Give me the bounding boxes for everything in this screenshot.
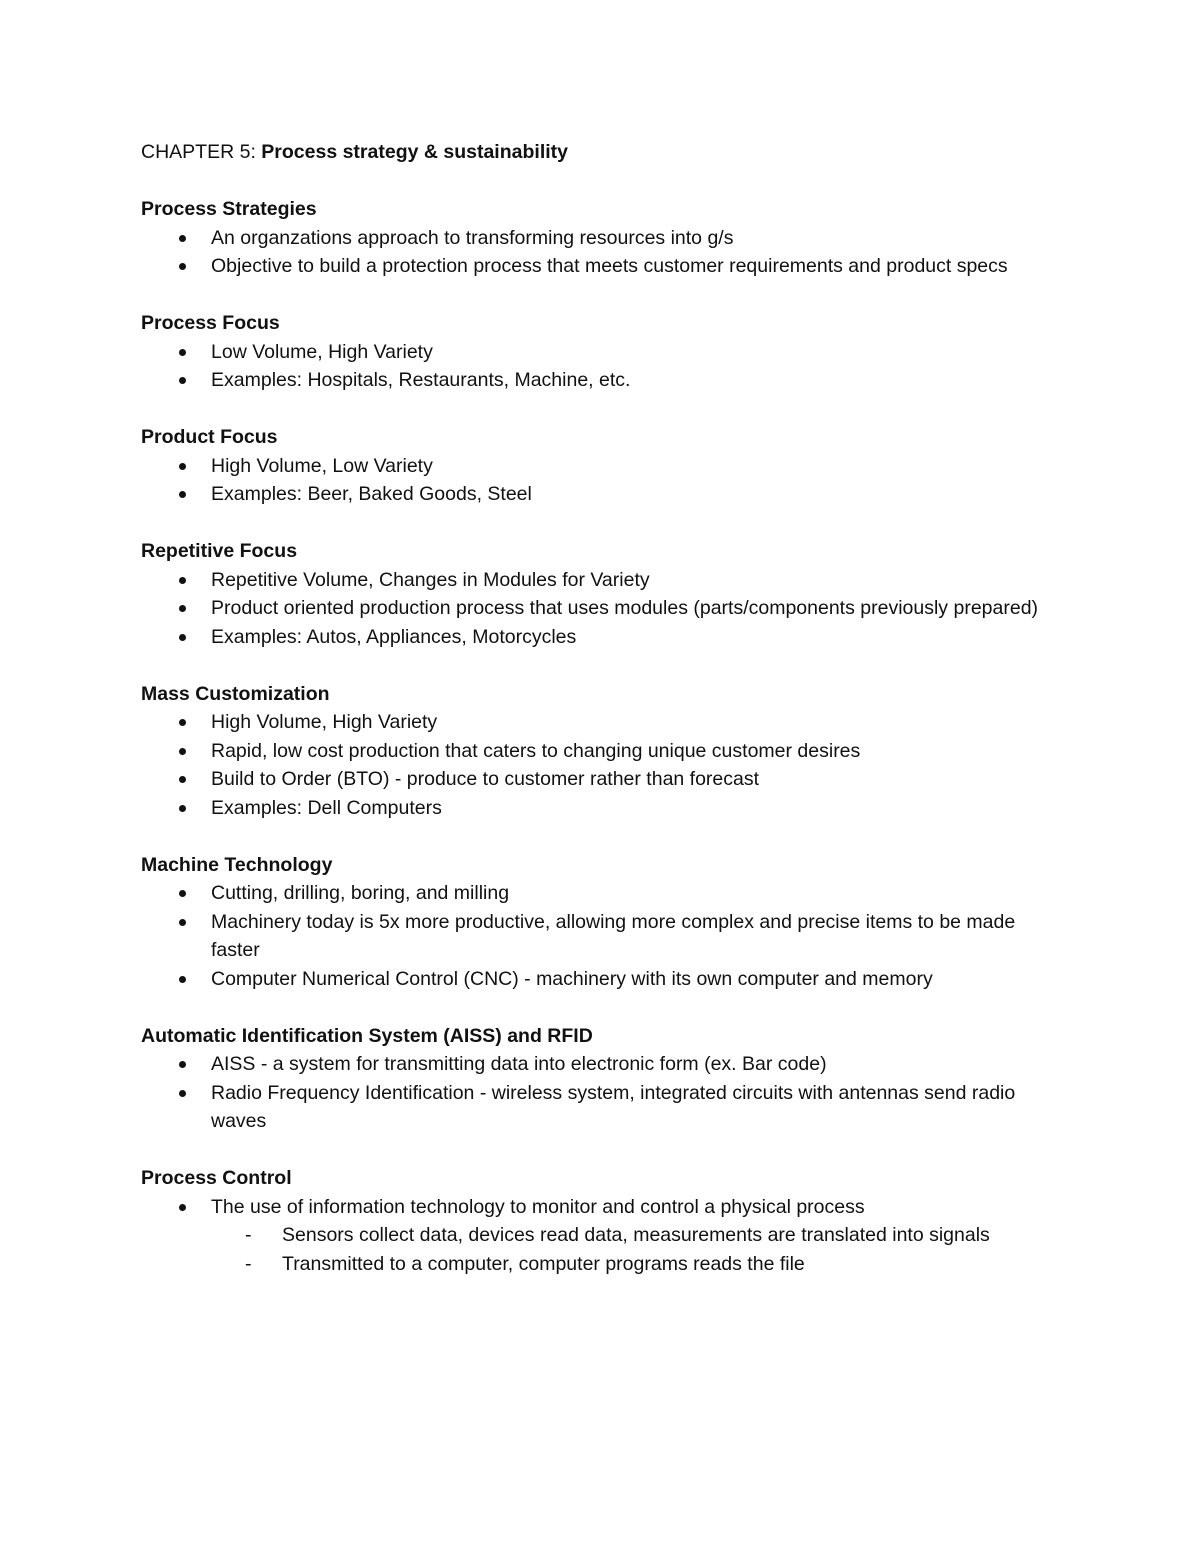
bullet-list xyxy=(141,1193,1061,1279)
bullet-icon xyxy=(179,263,186,270)
list-item-text: Low Volume, High Variety xyxy=(211,340,433,363)
sub-list-item-text: Sensors collect data, devices read data, measurements are translated into signals xyxy=(282,1224,990,1246)
section-heading: Process Control xyxy=(141,1167,292,1189)
list-item xyxy=(141,366,1061,395)
section-heading: Process Strategies xyxy=(141,198,317,220)
bullet-icon xyxy=(179,1204,186,1211)
bullet-icon xyxy=(179,577,186,584)
list-item-text: High Volume, High Variety xyxy=(211,711,438,733)
list-item-text: Machinery today is 5x more productive, allowing more complex and precise items to be made faster xyxy=(211,910,1016,961)
list-item xyxy=(141,737,1061,766)
list-item xyxy=(141,1079,1061,1136)
bullet-list xyxy=(141,1050,1061,1136)
list-item xyxy=(141,708,1061,737)
sub-list xyxy=(211,1221,1061,1278)
bullet-list xyxy=(141,879,1061,993)
section xyxy=(141,195,1061,281)
bullet-icon xyxy=(179,491,186,498)
list-item-text: Objective to build a protection process that meets customer requirements and product specs xyxy=(211,255,1008,277)
list-item-text: Product oriented production process that uses modules (parts/components previously prepared) xyxy=(211,597,1039,619)
list-item-text: Rapid, low cost production that caters to changing unique customer desires xyxy=(211,739,861,762)
section xyxy=(141,309,1061,395)
list-item-text: Examples: Autos, Appliances, Motorcycles xyxy=(211,625,577,648)
bullet-icon xyxy=(179,805,186,812)
list-item-text: The use of information technology to monitor and control a physical process xyxy=(211,1195,865,1218)
chapter-title-subject: Process strategy & sustainability xyxy=(261,141,568,163)
document-page xyxy=(141,138,1061,1278)
sub-list-item xyxy=(211,1250,1061,1279)
bullet-icon xyxy=(179,719,186,726)
list-item-text: Examples: Dell Computers xyxy=(211,796,442,819)
list-item xyxy=(141,908,1061,965)
list-item-text: Build to Order (BTO) - produce to customer rather than forecast xyxy=(211,768,760,790)
list-item xyxy=(141,965,1061,994)
list-item-text: Cutting, drilling, boring, and milling xyxy=(211,882,510,904)
bullet-icon xyxy=(179,976,186,983)
section xyxy=(141,851,1061,994)
dash-marker: - xyxy=(245,1252,252,1275)
bullet-icon xyxy=(179,1061,186,1068)
list-item xyxy=(141,452,1061,481)
list-item xyxy=(141,224,1061,253)
bullet-icon xyxy=(179,377,186,384)
list-item xyxy=(141,879,1061,908)
sub-list-item-text: Transmitted to a computer, computer programs reads the file xyxy=(282,1252,805,1275)
list-item xyxy=(141,794,1061,823)
bullet-icon xyxy=(179,349,186,356)
list-item-text: Computer Numerical Control (CNC) - machinery with its own computer and memory xyxy=(211,967,933,990)
list-item xyxy=(141,623,1061,652)
list-item xyxy=(141,566,1061,595)
bullet-list xyxy=(141,566,1061,652)
list-item xyxy=(141,594,1061,623)
chapter-title-prefix: CHAPTER 5: xyxy=(141,141,262,163)
list-item-text: High Volume, Low Variety xyxy=(211,454,433,477)
list-item-text: Radio Frequency Identification - wireless system, integrated circuits with antennas send radio waves xyxy=(211,1081,1016,1132)
sub-list-item xyxy=(211,1221,1061,1250)
section xyxy=(141,1022,1061,1136)
sections-container xyxy=(141,195,1061,1278)
list-item-text: AISS - a system for transmitting data into electronic form (ex. Bar code) xyxy=(211,1053,827,1075)
list-item xyxy=(141,1050,1061,1079)
section-heading: Product Focus xyxy=(141,426,278,448)
list-item-text: Examples: Beer, Baked Goods, Steel xyxy=(211,483,532,505)
list-item xyxy=(141,480,1061,509)
list-item xyxy=(141,1193,1061,1279)
bullet-list xyxy=(141,452,1061,509)
bullet-list xyxy=(141,338,1061,395)
list-item xyxy=(141,338,1061,367)
list-item-text: Examples: Hospitals, Restaurants, Machine, etc. xyxy=(211,369,631,391)
section xyxy=(141,537,1061,651)
bullet-list xyxy=(141,708,1061,822)
bullet-icon xyxy=(179,890,186,897)
bullet-list xyxy=(141,224,1061,281)
list-item-text: An organzations approach to transforming resources into g/s xyxy=(211,226,734,249)
bullet-icon xyxy=(179,1090,186,1097)
section-heading: Machine Technology xyxy=(141,853,333,876)
bullet-icon xyxy=(179,605,186,612)
dash-marker: - xyxy=(245,1224,252,1246)
section xyxy=(141,1164,1061,1278)
list-item xyxy=(141,252,1061,281)
bullet-icon xyxy=(179,748,186,755)
section xyxy=(141,680,1061,823)
list-item xyxy=(141,765,1061,794)
list-item-text: Repetitive Volume, Changes in Modules for Variety xyxy=(211,568,650,591)
section-heading: Process Focus xyxy=(141,312,280,334)
bullet-icon xyxy=(179,919,186,926)
section-heading: Automatic Identification System (AISS) and RFID xyxy=(141,1024,593,1047)
bullet-icon xyxy=(179,235,186,242)
section-heading: Repetitive Focus xyxy=(141,540,298,562)
bullet-icon xyxy=(179,776,186,783)
section-heading: Mass Customization xyxy=(141,682,330,705)
bullet-icon xyxy=(179,634,186,641)
bullet-icon xyxy=(179,463,186,470)
chapter-title xyxy=(141,138,1061,167)
section xyxy=(141,423,1061,509)
